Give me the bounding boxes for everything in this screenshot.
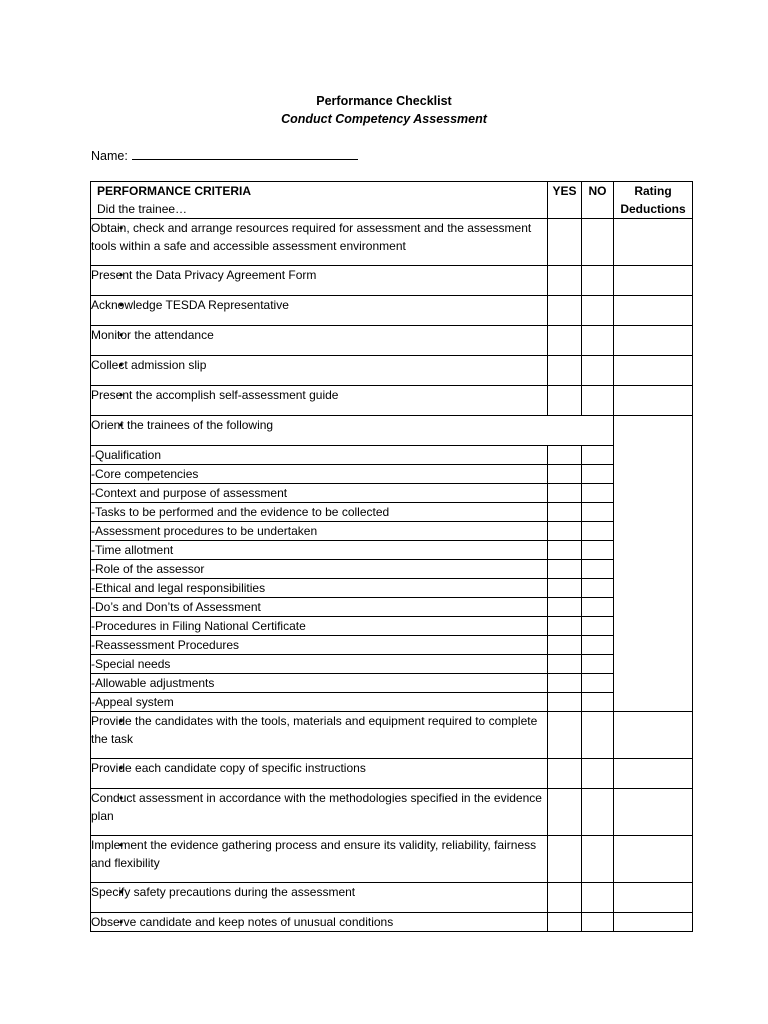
orientation-item: -Ethical and legal responsibilities: [91, 579, 548, 598]
criterion-text: • Obtain, check and arrange resources required for assessment and the assessment tools within a safe and accessible assessment environment: [91, 219, 548, 266]
rating-cell[interactable]: [614, 883, 693, 913]
no-cell[interactable]: [582, 266, 614, 296]
yes-cell[interactable]: [548, 326, 582, 356]
yes-header: YES: [548, 182, 582, 219]
table-row: [91, 356, 693, 386]
document-title: Performance Checklist: [316, 94, 452, 108]
no-cell[interactable]: [582, 674, 614, 693]
table-row: [91, 465, 693, 484]
yes-cell[interactable]: [548, 789, 582, 836]
no-cell[interactable]: [582, 579, 614, 598]
yes-cell[interactable]: [548, 266, 582, 296]
yes-cell[interactable]: [548, 560, 582, 579]
rating-cell[interactable]: [614, 789, 693, 836]
orientation-item: -Allowable adjustments: [91, 674, 548, 693]
criterion-text: • Conduct assessment in accordance with the methodologies specified in the evidence plan: [91, 789, 548, 836]
yes-cell[interactable]: [548, 883, 582, 913]
table-row: [91, 266, 693, 296]
orientation-item: -Core competencies: [91, 465, 548, 484]
no-cell[interactable]: [582, 617, 614, 636]
yes-cell[interactable]: [548, 446, 582, 465]
rating-deductions-header: Rating Deductions: [614, 182, 693, 219]
name-blank-line: [132, 147, 358, 160]
yes-cell[interactable]: [548, 219, 582, 266]
table-row: [91, 503, 693, 522]
yes-cell[interactable]: [548, 465, 582, 484]
rating-cell[interactable]: [614, 219, 693, 266]
no-cell[interactable]: [582, 883, 614, 913]
yes-cell[interactable]: [548, 386, 582, 416]
yes-cell[interactable]: [548, 655, 582, 674]
table-row: [91, 579, 693, 598]
orientation-item: -Qualification: [91, 446, 548, 465]
name-field: [91, 147, 358, 163]
yes-cell[interactable]: [548, 541, 582, 560]
performance-checklist-table: [90, 181, 693, 932]
rating-cell[interactable]: [614, 356, 693, 386]
no-cell[interactable]: [582, 636, 614, 655]
yes-cell[interactable]: [548, 712, 582, 759]
yes-cell[interactable]: [548, 636, 582, 655]
orientation-item: -Appeal system: [91, 693, 548, 712]
yes-cell[interactable]: [548, 484, 582, 503]
orientation-item: -Do’s and Don’ts of Assessment: [91, 598, 548, 617]
yes-cell[interactable]: [548, 674, 582, 693]
yes-cell[interactable]: [548, 356, 582, 386]
yes-cell[interactable]: [548, 579, 582, 598]
no-header: NO: [582, 182, 614, 219]
rating-cell[interactable]: [614, 416, 693, 712]
orientation-item: -Role of the assessor: [91, 560, 548, 579]
table-row: [91, 674, 693, 693]
table-row: [91, 712, 693, 759]
yes-cell[interactable]: [548, 522, 582, 541]
criterion-text: • Acknowledge TESDA Representative: [91, 296, 548, 326]
rating-cell[interactable]: [614, 386, 693, 416]
table-row: [91, 789, 693, 836]
yes-cell[interactable]: [548, 503, 582, 522]
no-cell[interactable]: [582, 296, 614, 326]
criterion-text: • Orient the trainees of the following: [91, 416, 614, 446]
orientation-item: -Special needs: [91, 655, 548, 674]
no-cell[interactable]: [582, 836, 614, 883]
table-row: [91, 636, 693, 655]
no-cell[interactable]: [582, 913, 614, 932]
table-row: [91, 386, 693, 416]
criteria-header: [91, 182, 548, 219]
table-row: [91, 296, 693, 326]
criteria-header-label: PERFORMANCE CRITERIA: [97, 184, 252, 198]
no-cell[interactable]: [582, 503, 614, 522]
criterion-text: • Present the accomplish self-assessment guide: [91, 386, 548, 416]
no-cell[interactable]: [582, 386, 614, 416]
yes-cell[interactable]: [548, 598, 582, 617]
criterion-text: • Provide each candidate copy of specific instructions: [91, 759, 548, 789]
yes-cell[interactable]: [548, 693, 582, 712]
table-row: [91, 883, 693, 913]
orientation-item: -Tasks to be performed and the evidence to be collected: [91, 503, 548, 522]
criteria-header-prompt: Did the trainee…: [97, 202, 188, 216]
yes-cell[interactable]: [548, 617, 582, 636]
yes-cell[interactable]: [548, 759, 582, 789]
table-row: [91, 219, 693, 266]
table-row: [91, 416, 693, 446]
rating-cell[interactable]: [614, 913, 693, 932]
table-row: [91, 655, 693, 674]
no-cell[interactable]: [582, 326, 614, 356]
no-cell[interactable]: [582, 356, 614, 386]
no-cell[interactable]: [582, 522, 614, 541]
table-row: [91, 522, 693, 541]
rating-cell[interactable]: [614, 836, 693, 883]
name-label: Name:: [91, 149, 128, 163]
yes-cell[interactable]: [548, 296, 582, 326]
criterion-text: • Implement the evidence gathering process and ensure its validity, reliability, fairness and flexibility: [91, 836, 548, 883]
rating-cell[interactable]: [614, 296, 693, 326]
no-cell[interactable]: [582, 541, 614, 560]
table-row: [91, 693, 693, 712]
orientation-item: -Reassessment Procedures: [91, 636, 548, 655]
no-cell[interactable]: [582, 789, 614, 836]
no-cell[interactable]: [582, 655, 614, 674]
rating-cell[interactable]: [614, 759, 693, 789]
header-row: [91, 182, 693, 219]
no-cell[interactable]: [582, 712, 614, 759]
document-subtitle: Conduct Competency Assessment: [281, 112, 487, 126]
orientation-item: -Time allotment: [91, 541, 548, 560]
no-cell[interactable]: [582, 446, 614, 465]
rating-cell[interactable]: [614, 712, 693, 759]
no-cell[interactable]: [582, 693, 614, 712]
criterion-text: • Present the Data Privacy Agreement Form: [91, 266, 548, 296]
table-row: [91, 541, 693, 560]
table-row: [91, 836, 693, 883]
criterion-text: • Collect admission slip: [91, 356, 548, 386]
table-row: [91, 446, 693, 465]
no-cell[interactable]: [582, 484, 614, 503]
table-row: [91, 759, 693, 789]
no-cell[interactable]: [582, 219, 614, 266]
table-row: [91, 560, 693, 579]
yes-cell[interactable]: [548, 836, 582, 883]
table-row: [91, 913, 693, 932]
criterion-text: • Specify safety precautions during the assessment: [91, 883, 548, 913]
table-row: [91, 617, 693, 636]
no-cell[interactable]: [582, 598, 614, 617]
no-cell[interactable]: [582, 465, 614, 484]
yes-cell[interactable]: [548, 913, 582, 932]
criterion-text: • Monitor the attendance: [91, 326, 548, 356]
criterion-text: • Observe candidate and keep notes of unusual conditions: [91, 913, 548, 932]
table-row: [91, 484, 693, 503]
orientation-item: -Assessment procedures to be undertaken: [91, 522, 548, 541]
rating-cell[interactable]: [614, 326, 693, 356]
table-row: [91, 598, 693, 617]
no-cell[interactable]: [582, 759, 614, 789]
orientation-item: -Context and purpose of assessment: [91, 484, 548, 503]
rating-cell[interactable]: [614, 266, 693, 296]
criterion-text: • Provide the candidates with the tools, materials and equipment required to complete the task: [91, 712, 548, 759]
orientation-item: -Procedures in Filing National Certificate: [91, 617, 548, 636]
no-cell[interactable]: [582, 560, 614, 579]
table-row: [91, 326, 693, 356]
